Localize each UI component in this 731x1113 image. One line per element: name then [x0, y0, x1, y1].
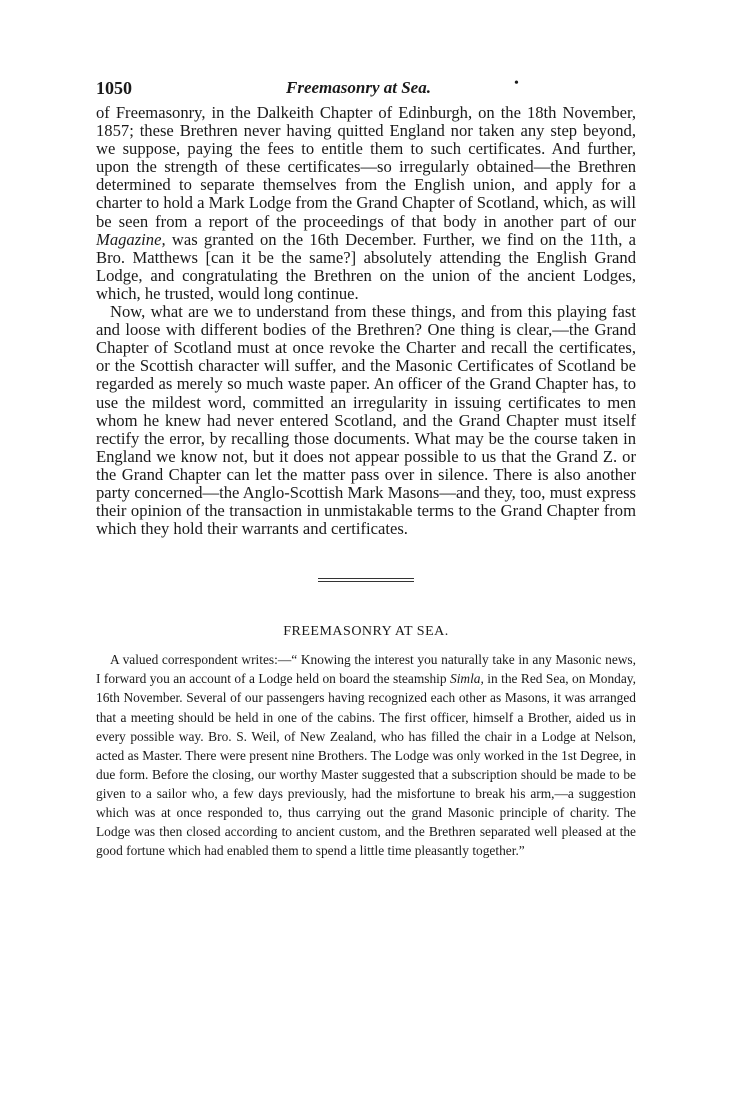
divider-line: [318, 581, 414, 582]
running-head: [96, 78, 636, 104]
paragraph-text: of Freemasonry, in the Dalkeith Chapter of Edinburgh, on the 18th November, 1857; these Brethren never having quitted England nor taken any step beyond, we suppose, paying the fees to entitle them to such certificates. And further, upon the strength of these certificates—so irregularly obtained—the Brethren determined to separate themselves from the English union, and apply for a charter to hold a Mark Lodge from the Grand Chapter of Scotland, which, as will be seen from a report of the proceedings of that body in another part of our: [96, 103, 636, 231]
page-number: 1050: [96, 78, 132, 98]
correspondent-letter: [96, 650, 636, 860]
letter-text: A valued correspondent writes:—“ Knowing the interest you naturally take in any Masonic news, I forward you an account of a Lodge held on board the steamship: [96, 652, 636, 687]
section-divider: [318, 578, 414, 582]
article-body: [96, 104, 636, 538]
article-paragraph: [96, 104, 636, 303]
section-title: FREEMASONRY AT SEA.: [283, 624, 449, 640]
running-title: Freemasonry at Sea.: [286, 78, 431, 97]
page: [96, 78, 636, 860]
article-paragraph: Now, what are we to understand from these things, and from this playing fast and loose with different bodies of the Brethren? One thing is clear,—the Grand Chapter of Scotland must at once revoke the Charter and recall the certificates, or the Scottish character will suffer, and the Masonic Certificates of Scotland be regarded as merely so much waste paper. An officer of the Grand Chapter has, to use the mildest word, committed an irregularity in issuing certificates to men whom he knew had never entered Scotland, and the Grand Chapter must itself rectify the error, by recalling those documents. What may be the course taken in England we know not, but it does not appear possible to us that the Grand Z. or the Grand Chapter can let the matter pass over in silence. There is also another party concerned—the Anglo-Scottish Mark Masons—and they, too, must express their opinion of the transaction in unmistakable terms to the Grand Chapter from which they hold their warrants and certificates.: [96, 302, 636, 539]
paragraph-text: was granted on the 16th December. Further, we find on the 11th, a Bro. Matthews [can it be the same?] absolutely attending the English Grand Lodge, and congratulating the Brethren on the union of the ancient Lodges, which, he trusted, would long continue.: [96, 229, 636, 303]
magazine-italic: Magazine,: [96, 229, 166, 249]
divider-line: [318, 578, 414, 579]
letter-text: in the Red Sea, on Monday, 16th November. Several of our passengers having recognized each other as Masons, it was arranged that a meeting should be held in one of the cabins. The first officer, himself a Brother, aided us in every possible way. Bro. S. Weil, of New Zealand, who has filled the chair in a Lodge at Nelson, acted as Master. There were present nine Brothers. The Lodge was only worked in the 1st Degree, in due form. Before the closing, our worthy Master suggested that a subscription should be made to be given to a sailor who, a few days previously, had the misfortune to break his arm,—a suggestion which was at once responded to, thus carrying out the grand Masonic principle of charity. The Lodge was then closed according to ancient custom, and the Brethren separated well pleased at the good fortune which had enabled them to spend a little time pleasantly together.”: [96, 671, 636, 859]
ship-name-italic: Simla,: [450, 671, 484, 687]
stray-mark: •: [514, 76, 519, 91]
